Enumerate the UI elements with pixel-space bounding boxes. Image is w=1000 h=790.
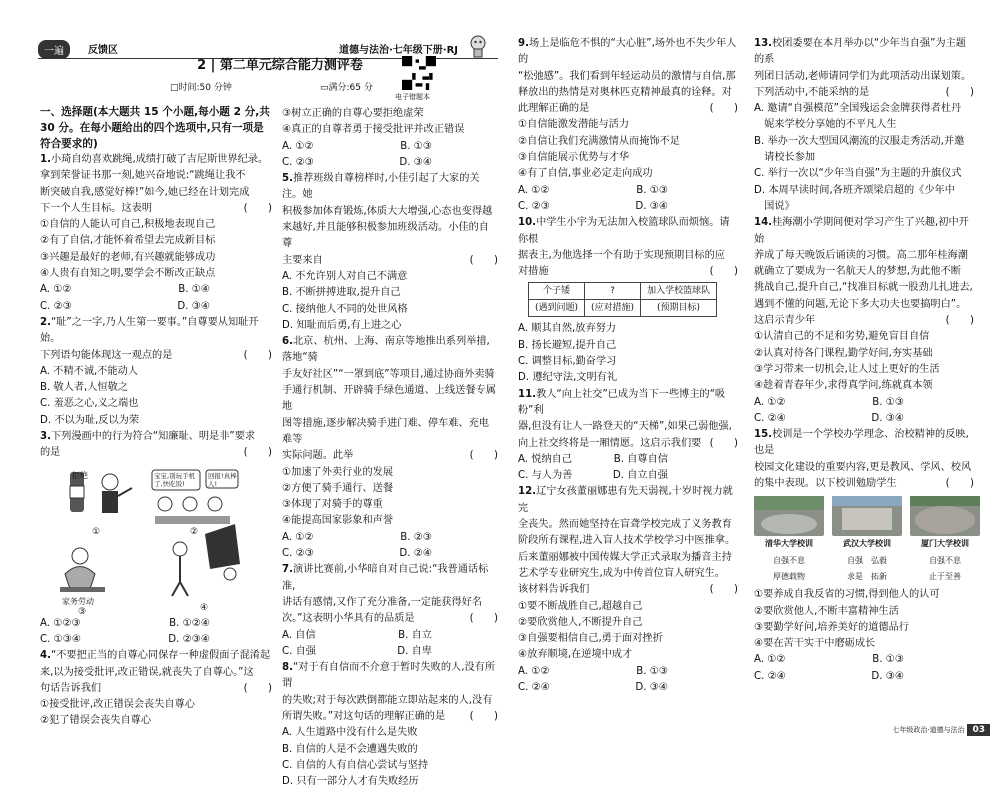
question-7: 7.演讲比赛前,小华暗自对自己说:“我普通话标准, 讲话有感情,又作了充分准备,一定能获得好名 次。”这表明小华具有的品质是 ( ) A. 自信 B. 自立 C. 自强 D. 自卑	[282, 564, 498, 657]
question-14: 14.桂海潮小学期间便对学习产生了兴趣,初中开始 养成了每天晚饭后诵读的习惯。高二那年桂海潮 就确立了要成为一名航天人的梦想,为此他不断 挑战自己,提升自己,“找准目标就一股劲儿扎进去, 遇到不懂的问题,无论下多大功夫也要搞明白”。 这启示青少年 ( ) ①认清自己的不足和劣势,避免盲目自信 ②认真对待各门课程,勤学好问,夯实基础 ③学习带来一切机会,让人过上更好的生活 ④趁着青春年少,求得真学问,练就真本领 A. ①② B. ①③ C. ②④ D. ③④	[754, 217, 974, 424]
bubble-3: 回报!真棒人!	[208, 471, 237, 488]
page-footer	[892, 724, 990, 736]
question-15: 15.校训是一个学校办学理念、治校精神的反映,也是 校园文化建设的重要内容,更是教风、学风、校风 的集中表现。以下校训勉励学生 ( ) 清华大学校训 自强不息 厚德载物 武汉大学校训 自强 弘毅 求是 拓新 厦门大学校训 自强不息 止于至善 ①要养成自我反省的习惯,得到他人的认可 ②要欣赏他人,不断丰富精神生活 ③要勤学好问,培养美好的道德品行 ④要在苦干实干中磨砺成长 A. ①② B. ①③ C. ②④ D. ③④	[754, 427, 974, 685]
question-5: 5.推荐班级自尊榜样时,小佳引起了大家的关注。她 积极参加体育锻炼,体质大大增强,心态也变得越 来越好,并且能够积极参加班级活动。小佳的自尊 主要来自 ( ) A. 不允许别人对自己不满意 B. 不断拼搏进取,提升自己 C. 接纳他人不同的处世风格 D. 知耻而后勇,有上进之心	[282, 173, 498, 331]
column-3	[518, 36, 738, 696]
answer-blank[interactable]: ( )	[469, 613, 498, 625]
answer-blank[interactable]: ( )	[243, 447, 272, 459]
time-limit: □时间:50 分钟	[170, 83, 232, 93]
question-2: 2.“耻”之一字,乃人生第一要事。”自尊要从知耻开始。 下列语句能体现这一观点的是 ( ) A. 不精不诚,不能动人 B. 敬人者,人恒敬之 C. 羞恶之心,义之端也 D. 不以为耻,反以为荣	[40, 316, 272, 426]
question-12: 12.辽宁女孩董丽娜患有先天弱视,十岁时视力就完 全丧失。然而她坚持在盲聋学校完成了义务教育 阶段所有课程,进入盲人技术学校学习中医推拿。 后来董丽娜被中国传媒大学正式录取为播音主持 艺术学专业研究生,成为中传首位盲人研究生。 该材料告诉我们 ( ) ①要不断战胜自己,超越自己 ②要欣赏他人,不断提升自己 ③自强要相信自己,勇于面对挫折 ④放弃顺境,在逆境中成才 A. ①② B. ①③ C. ②④ D. ③④	[518, 486, 738, 693]
photo-whu: 武汉大学校训 自强 弘毅 求是 拓新	[832, 496, 902, 585]
caption-2: ②	[190, 526, 199, 537]
answer-blank[interactable]: ( )	[469, 254, 498, 266]
column-2: ③树立正确的自尊心要拒绝虚荣 ④真正的自尊者勇于接受批评并改正错误 A. ①② B. ①③ C. ②③ D. ③④ 5.推荐班级自尊榜样时,小佳引起了大家的关注。她 积极参加体育锻炼,体质大大增强,心态也变得越 来越好,并且能够积极参加班级活动。小佳的自尊 主要来自 ( ) A. 不允许别人对自己不满意 B. 不断拼搏进取,提升自己 C. 接纳他人不同的处世风格 D. 知耻而后勇,有上进之心 6.北京、杭州、上海、南京等地推出系列举措,落地“骑 手友好社区”“一罩到底”等项目,通过协商外卖骑 手通行机制、开辟骑手绿色通道、上线送餐专属地 图等措施,逐步解决骑手进门难、停车难、充电难等 实际问题。此举 ( ) ①加速了外卖行业的发展 ②方便了骑手通行、送餐 ③体现了对骑手的尊重 ④能提高国家影象和声誉 A. ①② B. ②③ C. ②③ D. ②④ 7.演讲比赛前,小华暗自对自己说:“我普通话标准, 讲话有感情,又作了充分准备,一定能获得好名 次。”这表明小华具有的品质是 ( ) A. 自信 B. 自立 C. 自强 D. 自卑 8.“对于有自信而不介意于暂时失败的人,没有所谓 的失败;对于每次跌倒都能立即站起来的人,没有 所谓失败。”对这句话的理解正确的是 ( ) A. 人生道路中没有什么是失败 B. 自信的人是不会遭遇失败的 C. 自信的人有自信心尝试与坚持 D. 只有一部分人才有失败经历	[282, 106, 498, 790]
measure-table: 个子矮 ? 加入学校篮球队 (遇到问题) (应对措施) (预期目标)	[528, 282, 717, 317]
housework-label: 家务劳动	[62, 596, 94, 606]
question-9: 9.场上是临危不惧的“大心脏”,场外也不失少年人的 “松弛感”。我们看到年轻运动员的激情与自信,那 释放出的热情是对奥林匹克精神最真的诠释。对 此理解正确的是 ( ) ①自信能激发潜能与活力 ②自信让我们充满激情从而掩饰不足 ③自信能展示优势与才华 ④有了自信,事业必定走向成功 A. ①② B. ①③ C. ②③ D. ③④	[518, 38, 738, 212]
page-number: 03	[967, 724, 990, 736]
caption-3: ③	[78, 606, 87, 617]
question-3: 3.下列漫画中的行为符合“知廉耻、明是非”要求 的是 ( ) 拒绝 宝宝,别玩手机了,快吃饭! 回报!真棒人! ① ② 家务劳动 ③ ④ A. ①②③ B. ①②④ C. ①③④ D. ②③④	[40, 431, 272, 645]
footer-tag: 七年级政治·道德与法治	[892, 726, 965, 734]
qr-code-icon[interactable]	[402, 56, 436, 90]
full-score: ▭满分:65 分	[320, 83, 373, 93]
mascot-icon	[466, 34, 490, 58]
photo-tsinghua: 清华大学校训 自强不息 厚德载物	[754, 496, 824, 585]
answer-blank[interactable]: ( )	[945, 86, 974, 98]
answer-blank[interactable]: ( )	[709, 266, 738, 278]
section-intro: 一、选择题(本大题共 15 个小题,每小题 2 分,共 30 分。在每小题给出的四个选项中,只有一项是符合要求的)	[40, 106, 270, 150]
comic-illustrations	[40, 464, 272, 617]
answer-blank[interactable]: ( )	[945, 315, 974, 327]
motto-photos	[754, 496, 974, 585]
bubble-1: 拒绝	[72, 470, 88, 480]
column-1	[40, 104, 272, 730]
answer-blank[interactable]: ( )	[709, 103, 738, 115]
subject-label: 道德与法治·七年级下册·RJ	[338, 45, 458, 56]
bubble-2: 宝宝,别玩手机了,快吃饭!	[154, 471, 196, 488]
caption-4: ④	[200, 602, 209, 613]
question-8: 8.“对于有自信而不介意于暂时失败的人,没有所谓 的失败;对于每次跌倒都能立即站起来的人,没有 所谓失败。”对这句话的理解正确的是 ( ) A. 人生道路中没有什么是失败 B. 自信的人是不会遭遇失败的 C. 自信的人有自信心尝试与坚持 D. 只有一部分人才有失败经历	[282, 662, 498, 788]
column-4	[754, 36, 974, 685]
question-4: 4.“不要把正当的自尊心同保存一种虚假面子混淆起 来,以为接受批评,改正错误,就丧失了自尊心。”这 句话告诉我们 ( ) ①接受批评,改正错误会丧失自尊心 ②犯了错误会丧失自尊心	[40, 650, 272, 727]
caption-1: ①	[92, 526, 101, 537]
answer-blank[interactable]: ( )	[243, 682, 272, 694]
answer-blank[interactable]: ( )	[243, 349, 272, 361]
qr-label: 电子错题本	[395, 93, 430, 101]
badge: 一遍	[38, 40, 70, 59]
answer-blank[interactable]: ( )	[945, 478, 974, 490]
question-13: 13.校团委要在本月举办以“少年当自强”为主题的系 列团日活动,老师请同学们为此项活动出谋划策。 下列活动中,不能采纳的是 ( ) A. 邀请“自强模范”全国残运会金牌获得者杜丹 妮来学校分享她的不平凡人生 B. 举办一次大型国风潮流的汉服走秀活动,并邀 请校长参加 C. 举行一次以“少年当自强”为主题的升旗仪式 D. 本周早读时间,各班齐颂梁启超的《少年中 国说》	[754, 38, 974, 212]
answer-blank[interactable]: ( )	[469, 710, 498, 722]
question-6: 6.北京、杭州、上海、南京等地推出系列举措,落地“骑 手友好社区”“一罩到底”等项目,通过协商外卖骑 手通行机制、开辟骑手绿色通道、上线送餐专属地 图等措施,逐步解决骑手进门难、停车难、充电难等 实际问题。此举 ( ) ①加速了外卖行业的发展 ②方便了骑手通行、送餐 ③体现了对骑手的尊重 ④能提高国家影象和声誉 A. ①② B. ②③ C. ②③ D. ②④	[282, 336, 498, 560]
question-10: 10.中学生小宇为无法加入校篮球队而烦恼。请你根 据表主,为他选择一个有助于实现预期目标的应 对措施 ( ) 个子矮 ? 加入学校篮球队 (遇到问题) (应对措施) (预期目标) A. 顺其自然,放弃努力 B. 扬长避短,提升自己 C. 调整目标,勤奋学习 D. 遵纪守法,文明有礼	[518, 217, 738, 384]
answer-blank[interactable]: ( )	[243, 202, 272, 214]
section-label: 反馈区	[88, 45, 118, 56]
question-11: 11.教人“向上社交”已成为当下一些博主的“吸粉”利 器,但没有让人一路登天的“天梯”,如果己弱他强, 向上社交终将是一厢情愿。这启示我们要 ( ) A. 悦纳自己 B. 自尊自信 C. 与人为善 D. 自立自强	[518, 388, 738, 482]
answer-blank[interactable]: ( )	[709, 437, 738, 449]
photo-xmu: 厦门大学校训 自强不息 止于至善	[910, 496, 980, 585]
answer-blank[interactable]: ( )	[709, 584, 738, 596]
question-1: 1.小琦自幼喜欢跳绳,成绩打破了吉尼斯世界纪录。 拿到荣誉证书那一刻,她兴奋地说:“跳绳让我不 断突破自我,感觉好棒!”如今,她已经在计划完成 下一个人生目标。这表明 ( ) ①自信的人能认可自己,积极地表现自己 ②有了自信,才能怀着希望去完成新目标 ③兴趣是最好的老师,有兴趣就能够成功 ④人贵有自知之明,要学会不断改正缺点 A. ①② B. ①④ C. ②③ D. ③④	[40, 154, 272, 312]
answer-blank[interactable]: ( )	[469, 450, 498, 462]
page-title: 2 | 第二单元综合能力测评卷	[197, 58, 363, 73]
